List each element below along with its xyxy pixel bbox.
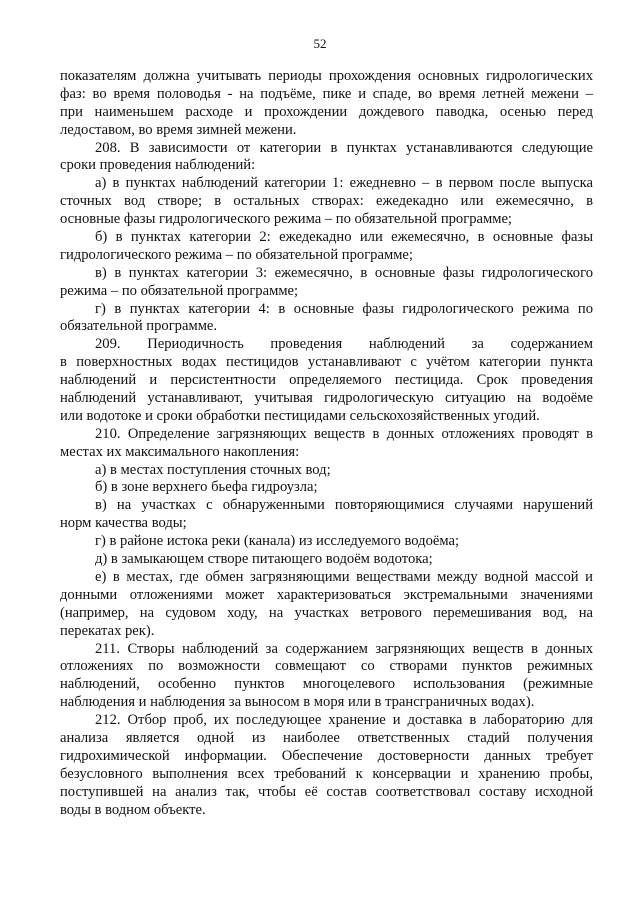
text-line: воды в водном объекте. <box>60 801 206 818</box>
text-line: анализа является одной из наиболее ответственных стадий получения <box>60 729 593 746</box>
text-line: поступившей на анализ так, чтобы её состав соответствовал составу исходной <box>60 783 593 800</box>
text-line: б) в зоне верхнего бьефа гидроузла; <box>95 479 318 496</box>
text-line: г) в пунктах категории 4: в основные фазы гидрологического режима по <box>95 300 593 317</box>
text-line: е) в местах, где обмен загрязняющими веществами между водной массой и <box>95 568 593 585</box>
text-line: фаз: во время половодья - на подъёме, пике и спаде, во время летней межени – <box>60 85 593 102</box>
text-line: 209. Периодичность проведения наблюдений за содержанием <box>95 336 593 353</box>
text-line: в поверхностных водах пестицидов устанавливают с учётом категории пункта <box>60 354 593 371</box>
page-number: 52 <box>313 36 327 51</box>
text-line: в) на участках с обнаруженными повторяющимися случаями нарушений <box>95 497 593 514</box>
text-line: или водотоке и сроки обработки пестицидами сельскохозяйственных угодий. <box>60 407 540 424</box>
text-line: ледоставом, во время зимней межени. <box>60 121 297 138</box>
text-line: гидрологического режима – по обязательной программе; <box>60 246 413 263</box>
text-line: гидрохимической информации. Обеспечение достоверности данных требует <box>60 747 593 764</box>
text-line: сроки проведения наблюдений: <box>60 157 256 174</box>
text-line: норм качества воды; <box>60 515 187 532</box>
text-line: г) в районе истока реки (канала) из исследуемого водоёма; <box>95 533 460 550</box>
text-line: перекатах рек). <box>60 622 155 639</box>
text-line: 210. Определение загрязняющих веществ в донных отложениях проводят в <box>95 425 593 442</box>
text-line: а) в пунктах наблюдений категории 1: ежедневно – в первом после выпуска <box>95 175 593 192</box>
text-line: в) в пунктах категории 3: ежемесячно, в основные фазы гидрологического <box>95 264 593 281</box>
text-line: (например, на судовом ходу, на участках ветрового перемешивания вод, на <box>60 604 593 621</box>
text-line: б) в пунктах категории 2: ежедекадно или ежемесячно, в основные фазы <box>95 229 593 246</box>
text-line: местах их максимального накопления: <box>60 443 300 460</box>
text-line: д) в замыкающем створе питающего водоём водотока; <box>95 551 433 568</box>
document-body <box>60 68 593 819</box>
text-line: безусловного выполнения всех требований к консервации и хранению пробы, <box>60 765 593 782</box>
text-line: основные фазы гидрологического режима – по обязательной программе; <box>60 211 512 228</box>
text-line: обязательной программе. <box>60 318 218 335</box>
text-line: наблюдений и персистентности определяемого пестицида. Срок проведения <box>60 372 593 389</box>
text-line: режима – по обязательной программе; <box>60 282 299 299</box>
text-line: показателям должна учитывать периоды прохождения основных гидрологических <box>60 68 593 84</box>
text-line: сточных вод створе; в остальных створах: ежедекадно или ежемесячно, в <box>60 193 593 210</box>
text-line: донными отложениями может характеризоваться экстремальными значениями <box>60 586 593 603</box>
text-line: а) в местах поступления сточных вод; <box>95 461 331 478</box>
text-line: отложениях по возможности совмещают со створами пунктов режимных <box>60 658 593 675</box>
text-line: наблюдений устанавливают, учитывая гидрологическую ситуацию на водоёме <box>60 390 593 407</box>
text-line: наблюдения и наблюдения за выносом в моря или в трансграничных водах). <box>60 694 535 711</box>
text-line: 212. Отбор проб, их последующее хранение и доставка в лабораторию для <box>95 712 593 729</box>
text-line: при наименьшем расходе и прохождении дождевого паводка, осенью перед <box>60 103 593 120</box>
text-line: наблюдений, особенно пунктов многоцелевого использования (режимные <box>60 676 593 693</box>
text-line: 208. В зависимости от категории в пунктах устанавливаются следующие <box>95 139 593 156</box>
text-line: 211. Створы наблюдений за содержанием загрязняющих веществ в донных <box>95 640 593 657</box>
